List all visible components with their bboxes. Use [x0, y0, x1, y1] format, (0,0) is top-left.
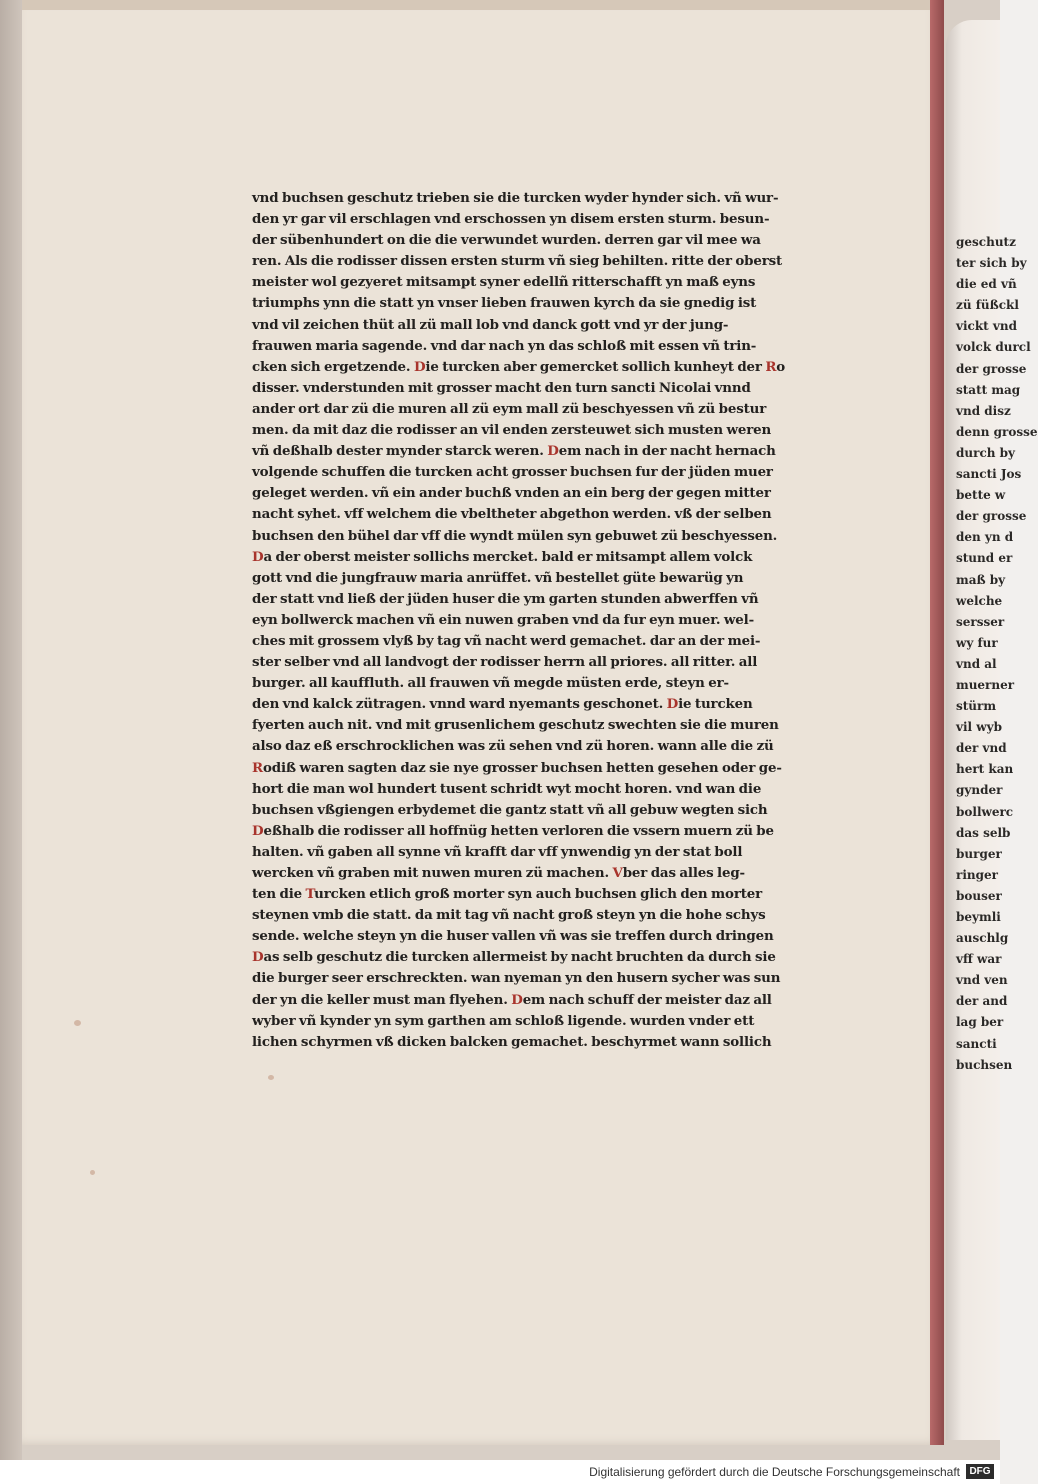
text-line: vñ deßhalb dester mynder starck weren. Dem nach in der nacht hernach — [252, 443, 776, 460]
facing-text-line: geschutz — [956, 235, 1016, 249]
facing-text-line: sancti — [956, 1036, 997, 1051]
facing-text-line: ringer — [956, 867, 998, 882]
text-line: halten. vñ gaben all synne vñ krafft dar vff ynwendig yn der stat boll — [252, 843, 743, 860]
text-line: steynen vmb die statt. da mit tag vñ nacht groß steyn yn die hohe schys — [252, 907, 766, 924]
printed-text-block — [252, 188, 852, 1050]
text-line: sende. welche steyn yn die huser vallen vñ was sie treffen durch dringen — [252, 928, 774, 945]
facing-text-line: auschlg — [956, 931, 1009, 946]
text-line: buchsen den bühel dar vff die wyndt mülen syn gebuwet zü beschyessen. — [252, 527, 778, 544]
facing-text-line: ter sich by — [956, 256, 1027, 271]
text-line: meister wol gezyeret mitsampt syner edellñ ritterschafft yn maß eyns — [252, 274, 756, 291]
text-line: wyber vñ kynder yn sym garthen am schloß ligende. wurden vnder ett — [252, 1012, 755, 1029]
facing-text-line: der grosse — [956, 509, 1027, 524]
text-line: cken sich ergetzende. Die turcken aber gemercket sollich kunheyt der Ro — [252, 358, 786, 375]
facing-text-line: welche — [956, 593, 1003, 608]
page-edge-red — [930, 0, 944, 1445]
text-line: disser. vnderstunden mit grosser macht den turn sancti Nicolai vnnd — [252, 379, 751, 396]
text-line: men. da mit daz die rodisser an vil enden zersteuwet sich musten weren — [252, 422, 772, 439]
text-line: der statt vnd ließ der jüden huser die ym garten stunden abwerffen vñ — [252, 590, 759, 607]
facing-page-text — [956, 232, 1038, 1072]
dfg-logo: DFG — [966, 1464, 994, 1479]
text-line: gott vnd die jungfrauw maria anrüffet. vñ bestellet güte bewarüg yn — [252, 569, 744, 586]
text-line: Das selb geschutz die turcken allermeist by nacht bruchten da durch sie — [252, 949, 776, 966]
text-line: buchsen vßgiengen erbydemet die gantz statt vñ all gebuw wegten sich — [252, 801, 768, 818]
text-line: der sübenhundert on die die verwundet wurden. derren gar vil mee wa — [252, 232, 761, 249]
text-line: Rodiß waren sagten daz sie nye grosser buchsen hetten gesehen oder ge- — [252, 759, 782, 776]
facing-text-line: muerner — [956, 677, 1015, 692]
footer-bar — [0, 1460, 1000, 1484]
text-line: die burger seer erschreckten. wan nyeman yn den husern sycher was sun — [252, 970, 781, 987]
text-line: Da der oberst meister sollichs mercket. bald er mitsampt allem volck — [252, 548, 753, 565]
facing-text-line: lag ber — [956, 1015, 1004, 1030]
paper-spot — [90, 1170, 95, 1175]
text-line: vnd buchsen geschutz trieben sie die turcken wyder hynder sich. vñ wur- — [252, 190, 779, 206]
facing-text-line: stürm — [956, 699, 997, 714]
text-line: wercken vñ graben mit nuwen muren zü machen. Vber das alles leg- — [252, 865, 745, 881]
text-line: ander ort dar zü die muren all zü eym mall zü beschyessen vñ zü bestur — [252, 400, 767, 417]
facing-text-line: buchsen — [956, 1057, 1013, 1072]
page-top-edge — [22, 0, 942, 10]
text-line: ten die Turcken etlich groß morter syn auch buchsen glich den morter — [252, 886, 763, 903]
text-line: ster selber vnd all landvogt der rodisser herrn all priores. all ritter. all — [252, 654, 758, 671]
facing-text-line: der vnd — [956, 741, 1007, 756]
facing-text-line: vickt vnd — [956, 319, 1017, 334]
facing-text-line: sersser — [956, 614, 1005, 629]
facing-text-line: bette w — [956, 488, 1006, 503]
text-line: vnd vil zeichen thüt all zü mall lob vnd danck gott vnd yr der jung- — [252, 316, 729, 333]
facing-text-line: der grosse — [956, 361, 1027, 376]
text-line: eyn bollwerck machen vñ ein nuwen graben vnd da fur eyn muer. wel- — [252, 611, 755, 628]
facing-text-line: sancti Jos — [956, 467, 1022, 482]
text-line: lichen schyrmen vß dicken balcken gemachet. beschyrmet wann sollich — [252, 1033, 772, 1050]
text-line: volgende schuffen die turcken acht grosser buchsen fur der jüden muer — [252, 464, 773, 481]
text-line: ches mit grossem vlyß by tag vñ nacht werd gemachet. dar an der mei- — [252, 632, 761, 649]
text-line: den vnd kalck zütragen. vnnd ward nyemants geschonet. Die turcken — [252, 696, 753, 713]
facing-text-line: burger — [956, 846, 1002, 861]
facing-text-line: stund er — [956, 551, 1013, 566]
facing-text-line: das selb — [956, 825, 1011, 840]
text-line: nacht syhet. vff welchem die vbeltheter abgethon werden. vß der selben — [252, 506, 772, 523]
facing-text-line: vnd disz — [956, 403, 1011, 418]
book-binding — [0, 0, 22, 1460]
facing-text-line: maß by — [956, 572, 1006, 587]
facing-text-line: beymli — [956, 910, 1001, 924]
paper-spot — [74, 1020, 81, 1026]
text-line: triumphs ynn die statt yn vnser lieben frauwen kyrch da sie gnedig ist — [252, 295, 757, 312]
facing-text-line: hert kan — [956, 762, 1014, 777]
facing-text-line: vnd ven — [956, 973, 1008, 988]
facing-text-line: vil wyb — [956, 720, 1002, 735]
facing-text-line: zü füßckl — [956, 298, 1019, 313]
facing-text-line: volck durcl — [956, 340, 1031, 355]
text-line: frauwen maria sagende. vnd dar nach yn das schloß mit essen vñ trin- — [252, 337, 757, 354]
facing-text-line: gynder — [956, 783, 1003, 798]
paper-spot — [268, 1075, 274, 1080]
text-line: also daz eß erschrocklichen was zü sehen vnd zü horen. wann alle die zü — [252, 738, 774, 755]
facing-text-line: bollwerc — [956, 804, 1014, 819]
text-line: burger. all kauffluth. all frauwen vñ megde müsten erde, steyn er- — [252, 675, 729, 692]
facing-text-line: der and — [956, 994, 1008, 1009]
text-line: geleget werden. vñ ein ander buchß vnden an ein berg der gegen mitter — [252, 485, 771, 502]
text-line: den yr gar vil erschlagen vnd erschossen yn disem ersten sturm. besun- — [252, 211, 770, 228]
facing-text-line: den yn d — [956, 530, 1014, 545]
facing-text-line: wy fur — [956, 635, 998, 650]
footer-credit: Digitalisierung gefördert durch die Deutsche Forschungsgemeinschaft — [589, 1465, 960, 1479]
text-line: Deßhalb die rodisser all hoffnüg hetten verloren die vssern muern zü be — [252, 822, 774, 839]
facing-text-line: bouser — [956, 888, 1002, 903]
facing-text-line: vff war — [956, 952, 1002, 967]
facing-text-line: die ed vñ — [956, 277, 1017, 292]
text-line: der yn die keller must man flyehen. Dem nach schuff der meister daz all — [252, 991, 772, 1008]
text-line: hort die man wol hundert tusent schridt wyt mocht horen. vnd wan die — [252, 780, 762, 797]
facing-text-line: durch by — [956, 445, 1016, 460]
facing-text-line: statt mag — [956, 382, 1021, 397]
text-line: ren. Als die rodisser dissen ersten sturm vñ sieg behilten. ritte der oberst — [252, 253, 783, 270]
facing-text-line: vnd al — [956, 656, 997, 671]
text-line: fyerten auch nit. vnd mit grusenlichem geschutz swechten sie die muren — [252, 717, 779, 734]
facing-text-line: denn grosse — [956, 424, 1038, 439]
